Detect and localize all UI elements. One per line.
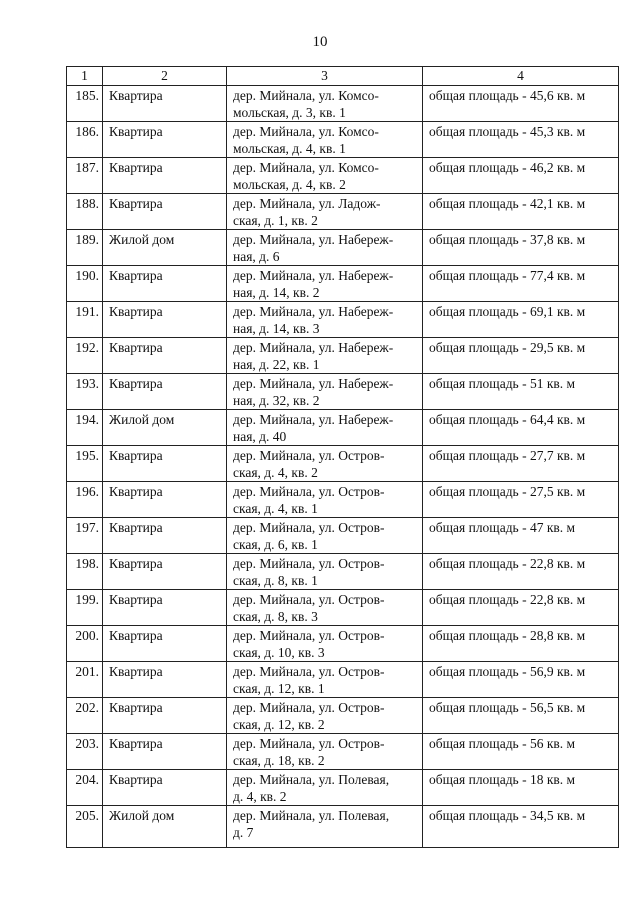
address-line-1: дер. Мийнала, ул. Комсо- bbox=[233, 160, 379, 175]
row-number: 201. bbox=[67, 662, 103, 698]
property-address bbox=[227, 158, 423, 194]
address-line-1: дер. Мийнала, ул. Набереж- bbox=[233, 304, 394, 319]
table-row bbox=[67, 410, 619, 446]
property-address bbox=[227, 482, 423, 518]
row-number: 187. bbox=[67, 158, 103, 194]
property-area: общая площадь - 69,1 кв. м bbox=[423, 302, 619, 338]
property-type: Квартира bbox=[103, 266, 227, 302]
row-number: 195. bbox=[67, 446, 103, 482]
table-row bbox=[67, 518, 619, 554]
table-row bbox=[67, 302, 619, 338]
property-area: общая площадь - 56,5 кв. м bbox=[423, 698, 619, 734]
property-type: Квартира bbox=[103, 662, 227, 698]
address-line-2: ная, д. 22, кв. 1 bbox=[233, 357, 320, 372]
table-row bbox=[67, 338, 619, 374]
property-area: общая площадь - 22,8 кв. м bbox=[423, 590, 619, 626]
property-address bbox=[227, 770, 423, 806]
property-type: Квартира bbox=[103, 698, 227, 734]
table-row bbox=[67, 446, 619, 482]
row-number: 185. bbox=[67, 86, 103, 122]
address-line-1: дер. Мийнала, ул. Остров- bbox=[233, 592, 385, 607]
address-line-2: ская, д. 12, кв. 1 bbox=[233, 681, 325, 696]
row-number: 193. bbox=[67, 374, 103, 410]
property-type: Квартира bbox=[103, 338, 227, 374]
property-type: Квартира bbox=[103, 122, 227, 158]
property-address bbox=[227, 626, 423, 662]
address-line-2: мольская, д. 3, кв. 1 bbox=[233, 105, 346, 120]
property-area: общая площадь - 46,2 кв. м bbox=[423, 158, 619, 194]
property-area: общая площадь - 56,9 кв. м bbox=[423, 662, 619, 698]
row-number: 197. bbox=[67, 518, 103, 554]
property-address bbox=[227, 590, 423, 626]
address-line-1: дер. Мийнала, ул. Полевая, bbox=[233, 808, 390, 823]
row-number: 205. bbox=[67, 806, 103, 848]
property-address bbox=[227, 194, 423, 230]
property-type: Квартира bbox=[103, 482, 227, 518]
property-area: общая площадь - 45,6 кв. м bbox=[423, 86, 619, 122]
property-address bbox=[227, 86, 423, 122]
table-row bbox=[67, 626, 619, 662]
row-number: 191. bbox=[67, 302, 103, 338]
property-address bbox=[227, 806, 423, 848]
property-area: общая площадь - 18 кв. м bbox=[423, 770, 619, 806]
table-row bbox=[67, 590, 619, 626]
address-line-2: д. 4, кв. 2 bbox=[233, 789, 287, 804]
address-line-2: д. 7 bbox=[233, 825, 254, 840]
address-line-2: ская, д. 18, кв. 2 bbox=[233, 753, 325, 768]
row-number: 203. bbox=[67, 734, 103, 770]
property-type: Квартира bbox=[103, 518, 227, 554]
property-type: Квартира bbox=[103, 734, 227, 770]
address-line-2: ская, д. 8, кв. 1 bbox=[233, 573, 318, 588]
property-address bbox=[227, 410, 423, 446]
property-address bbox=[227, 374, 423, 410]
address-line-2: ская, д. 8, кв. 3 bbox=[233, 609, 318, 624]
row-number: 202. bbox=[67, 698, 103, 734]
column-header-2: 2 bbox=[103, 67, 227, 86]
address-line-2: ская, д. 4, кв. 1 bbox=[233, 501, 318, 516]
address-line-1: дер. Мийнала, ул. Набереж- bbox=[233, 412, 394, 427]
property-type: Квартира bbox=[103, 302, 227, 338]
property-area: общая площадь - 27,5 кв. м bbox=[423, 482, 619, 518]
address-line-2: ная, д. 6 bbox=[233, 249, 280, 264]
table-row bbox=[67, 374, 619, 410]
property-area: общая площадь - 37,8 кв. м bbox=[423, 230, 619, 266]
address-line-2: ная, д. 14, кв. 3 bbox=[233, 321, 320, 336]
page-number: 10 bbox=[312, 34, 328, 50]
address-line-1: дер. Мийнала, ул. Остров- bbox=[233, 556, 385, 571]
address-line-1: дер. Мийнала, ул. Комсо- bbox=[233, 88, 379, 103]
table-row bbox=[67, 482, 619, 518]
address-line-1: дер. Мийнала, ул. Комсо- bbox=[233, 124, 379, 139]
row-number: 186. bbox=[67, 122, 103, 158]
column-header-1: 1 bbox=[67, 67, 103, 86]
table-row bbox=[67, 662, 619, 698]
property-type: Жилой дом bbox=[103, 230, 227, 266]
address-line-2: мольская, д. 4, кв. 2 bbox=[233, 177, 346, 192]
property-type: Квартира bbox=[103, 86, 227, 122]
property-address bbox=[227, 302, 423, 338]
property-area: общая площадь - 51 кв. м bbox=[423, 374, 619, 410]
address-line-1: дер. Мийнала, ул. Остров- bbox=[233, 484, 385, 499]
property-area: общая площадь - 45,3 кв. м bbox=[423, 122, 619, 158]
row-number: 200. bbox=[67, 626, 103, 662]
property-type: Квартира bbox=[103, 446, 227, 482]
table-row bbox=[67, 554, 619, 590]
property-address bbox=[227, 122, 423, 158]
property-type: Жилой дом bbox=[103, 806, 227, 848]
property-area: общая площадь - 42,1 кв. м bbox=[423, 194, 619, 230]
row-number: 190. bbox=[67, 266, 103, 302]
column-header-4: 4 bbox=[423, 67, 619, 86]
property-address bbox=[227, 734, 423, 770]
row-number: 188. bbox=[67, 194, 103, 230]
property-address bbox=[227, 230, 423, 266]
property-type: Квартира bbox=[103, 194, 227, 230]
property-table bbox=[66, 66, 619, 848]
property-address bbox=[227, 266, 423, 302]
address-line-2: ная, д. 40 bbox=[233, 429, 287, 444]
property-area: общая площадь - 28,8 кв. м bbox=[423, 626, 619, 662]
address-line-1: дер. Мийнала, ул. Остров- bbox=[233, 628, 385, 643]
address-line-2: ная, д. 14, кв. 2 bbox=[233, 285, 320, 300]
property-type: Квартира bbox=[103, 158, 227, 194]
property-address bbox=[227, 554, 423, 590]
table-row bbox=[67, 266, 619, 302]
property-type: Квартира bbox=[103, 590, 227, 626]
table-row bbox=[67, 86, 619, 122]
property-area: общая площадь - 56 кв. м bbox=[423, 734, 619, 770]
property-type: Квартира bbox=[103, 626, 227, 662]
property-area: общая площадь - 22,8 кв. м bbox=[423, 554, 619, 590]
table-row bbox=[67, 770, 619, 806]
property-address bbox=[227, 338, 423, 374]
address-line-2: мольская, д. 4, кв. 1 bbox=[233, 141, 346, 156]
property-type: Жилой дом bbox=[103, 410, 227, 446]
row-number: 189. bbox=[67, 230, 103, 266]
row-number: 196. bbox=[67, 482, 103, 518]
property-address bbox=[227, 662, 423, 698]
row-number: 194. bbox=[67, 410, 103, 446]
property-area: общая площадь - 27,7 кв. м bbox=[423, 446, 619, 482]
property-area: общая площадь - 47 кв. м bbox=[423, 518, 619, 554]
address-line-1: дер. Мийнала, ул. Остров- bbox=[233, 664, 385, 679]
table-row bbox=[67, 734, 619, 770]
property-area: общая площадь - 77,4 кв. м bbox=[423, 266, 619, 302]
address-line-2: ская, д. 4, кв. 2 bbox=[233, 465, 318, 480]
address-line-2: ская, д. 1, кв. 2 bbox=[233, 213, 318, 228]
address-line-2: ская, д. 12, кв. 2 bbox=[233, 717, 325, 732]
property-type: Квартира bbox=[103, 554, 227, 590]
address-line-1: дер. Мийнала, ул. Остров- bbox=[233, 448, 385, 463]
property-area: общая площадь - 64,4 кв. м bbox=[423, 410, 619, 446]
address-line-1: дер. Мийнала, ул. Набереж- bbox=[233, 376, 394, 391]
row-number: 198. bbox=[67, 554, 103, 590]
address-line-2: ская, д. 6, кв. 1 bbox=[233, 537, 318, 552]
address-line-1: дер. Мийнала, ул. Остров- bbox=[233, 700, 385, 715]
row-number: 204. bbox=[67, 770, 103, 806]
row-number: 192. bbox=[67, 338, 103, 374]
table-row bbox=[67, 194, 619, 230]
property-address bbox=[227, 518, 423, 554]
table-row bbox=[67, 122, 619, 158]
property-type: Квартира bbox=[103, 770, 227, 806]
table-row bbox=[67, 230, 619, 266]
column-header-3: 3 bbox=[227, 67, 423, 86]
table-body bbox=[67, 86, 619, 848]
address-line-1: дер. Мийнала, ул. Остров- bbox=[233, 520, 385, 535]
property-area: общая площадь - 34,5 кв. м bbox=[423, 806, 619, 848]
property-address bbox=[227, 446, 423, 482]
table-header-row bbox=[67, 67, 619, 86]
address-line-2: ная, д. 32, кв. 2 bbox=[233, 393, 320, 408]
property-type: Квартира bbox=[103, 374, 227, 410]
address-line-1: дер. Мийнала, ул. Набереж- bbox=[233, 232, 394, 247]
table-row bbox=[67, 806, 619, 848]
property-area: общая площадь - 29,5 кв. м bbox=[423, 338, 619, 374]
table-row bbox=[67, 158, 619, 194]
property-address bbox=[227, 698, 423, 734]
address-line-1: дер. Мийнала, ул. Остров- bbox=[233, 736, 385, 751]
table-row bbox=[67, 698, 619, 734]
row-number: 199. bbox=[67, 590, 103, 626]
address-line-1: дер. Мийнала, ул. Набереж- bbox=[233, 340, 394, 355]
address-line-1: дер. Мийнала, ул. Полевая, bbox=[233, 772, 390, 787]
address-line-1: дер. Мийнала, ул. Ладож- bbox=[233, 196, 381, 211]
address-line-2: ская, д. 10, кв. 3 bbox=[233, 645, 325, 660]
address-line-1: дер. Мийнала, ул. Набереж- bbox=[233, 268, 394, 283]
